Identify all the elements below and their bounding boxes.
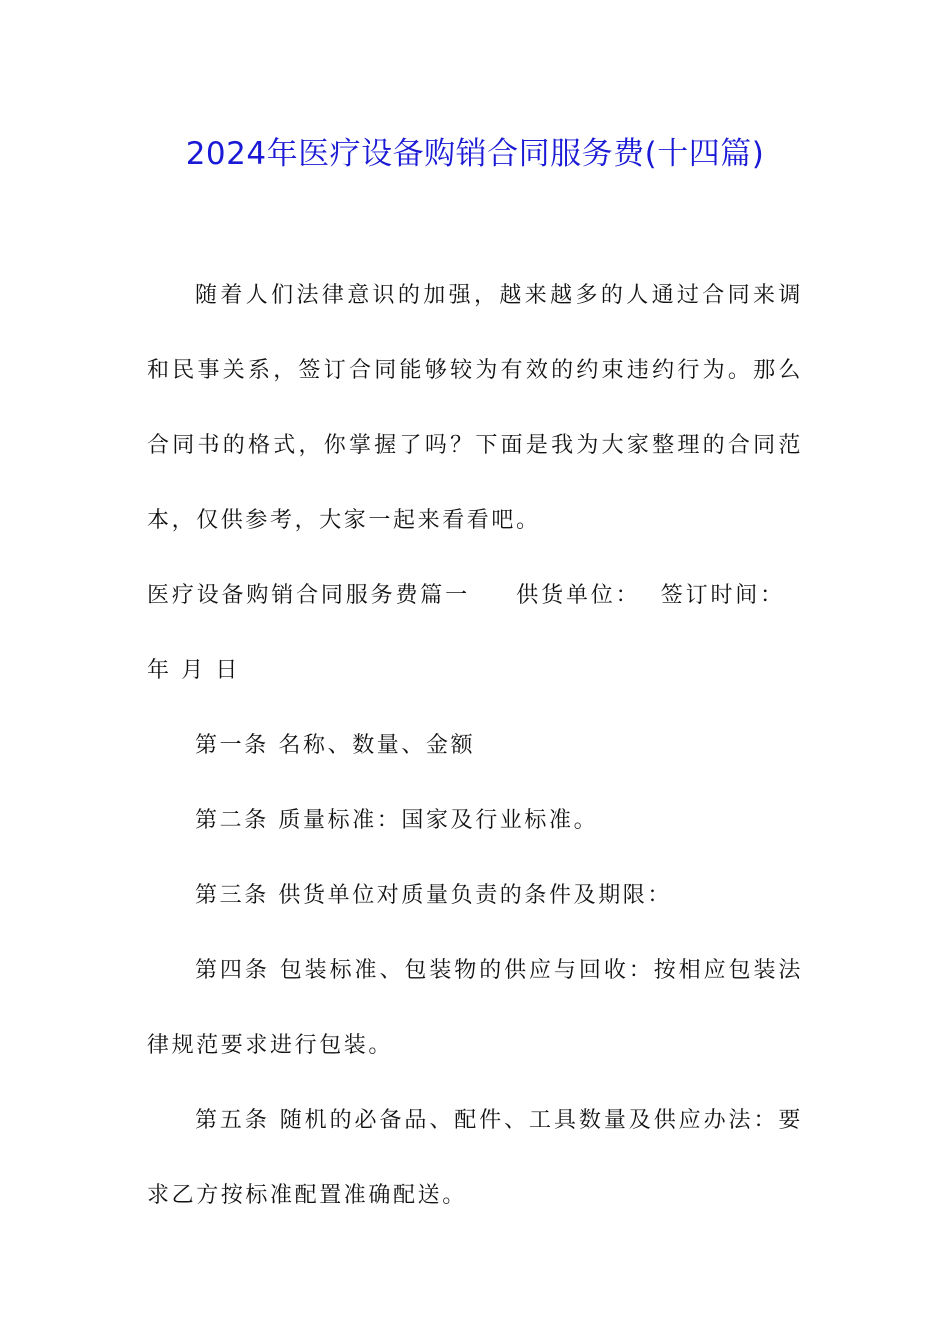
section-title: 医疗设备购销合同服务费篇一 — [147, 583, 471, 608]
sign-time-label: 签订时间： — [660, 583, 785, 608]
clause-3: 第三条 供货单位对质量负责的条件及期限： — [195, 883, 672, 908]
month-label: 月 — [181, 658, 206, 683]
clause-1: 第一条 名称、数量、金额 — [195, 733, 476, 758]
document-title: 2024年医疗设备购销合同服务费(十四篇) — [185, 136, 765, 172]
supplier-label: 供货单位： — [516, 583, 641, 608]
contract-header-line — [147, 558, 803, 708]
clause-2: 第二条 质量标准：国家及行业标准。 — [195, 808, 599, 833]
clause-5: 第五条 随机的必备品、配件、工具数量及供应办法：要求乙方按标准配置准确配送。 — [147, 1108, 803, 1208]
intro-paragraph: 随着人们法律意识的加强，越来越多的人通过合同来调和民事关系，签订合同能够较为有效的约束违约行为。那么合同书的格式，你掌握了吗？下面是我为大家整理的合同范本，仅供参考，大家一起来看看吧。 — [147, 283, 803, 533]
document-body — [147, 258, 803, 1233]
year-label: 年 — [147, 658, 172, 683]
clause-4: 第四条 包装标准、包装物的供应与回收：按相应包装法律规范要求进行包装。 — [147, 958, 803, 1058]
day-label: 日 — [215, 658, 241, 683]
